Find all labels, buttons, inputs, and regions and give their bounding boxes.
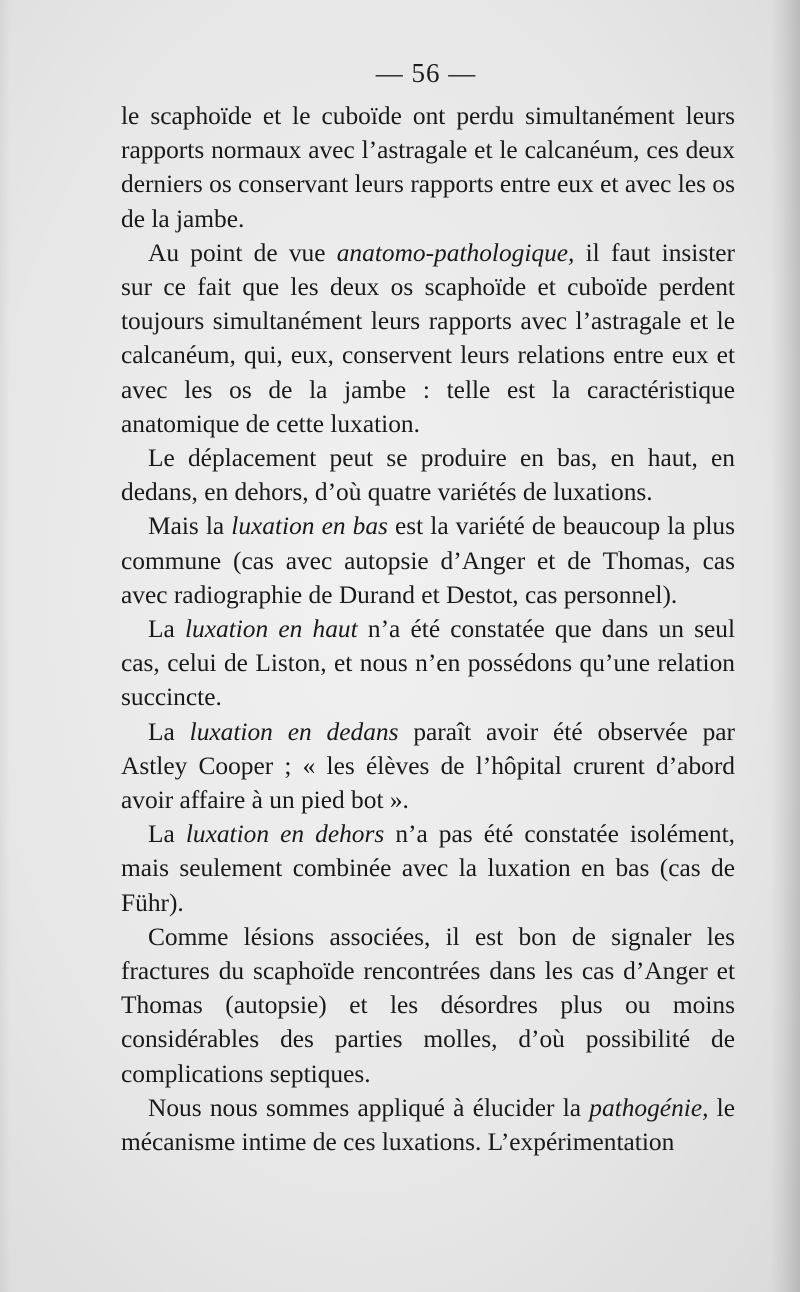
paragraph-2 bbox=[121, 236, 735, 441]
paragraph-6-italic-term: luxation en dedans bbox=[189, 717, 399, 746]
paragraph-5-text-b: n’a été constatée que dans un seul cas, celui de Liston, et nous n’en possédons qu’une relation succincte. bbox=[121, 615, 735, 712]
paragraph-3 bbox=[121, 441, 735, 509]
paragraph-4-italic-term: luxation en bas bbox=[231, 512, 388, 541]
page-number: — 56 — bbox=[375, 58, 477, 88]
paragraph-7-italic-term: luxation en dehors bbox=[185, 820, 385, 849]
paragraph-4-text-b: est la variété de beaucoup la plus commune (cas avec autopsie d’Anger et de Thomas, cas avec radiographie de Durand et Destot, cas personnel). bbox=[121, 512, 735, 609]
paragraph-3-text: Le déplacement peut se produire en bas, en haut, en dedans, en dehors, d’où quatre variétés de luxations. bbox=[121, 444, 735, 507]
paragraph-1 bbox=[121, 99, 735, 236]
paragraph-9-italic-term: pathogénie, bbox=[589, 1093, 709, 1122]
paragraph-5-text-a: La bbox=[148, 615, 185, 644]
paragraph-1-text: le scaphoïde et le cuboïde ont perdu simultanément leurs rapports normaux avec l’astragale et le calcanéum, ces deux derniers os conservant leurs rapports entre eux et avec les os de la jambe. bbox=[121, 102, 735, 233]
paragraph-8 bbox=[121, 920, 735, 1091]
paragraph-8-text: Comme lésions associées, il est bon de signaler les fractures du scaphoïde rencontrées dans les cas d’Anger et Thomas (autopsie) et les désordres plus ou moins considérables des parties molles, d’où possibilité de complications septiques. bbox=[121, 922, 735, 1088]
paragraph-6-text-a: La bbox=[148, 717, 190, 746]
paragraph-7-text-b: n’a pas été constatée isolément, mais seulement combinée avec la luxation en bas (cas de Führ). bbox=[121, 820, 735, 917]
paragraph-2-text-a: Au point de vue bbox=[148, 238, 337, 267]
page-left-shadow bbox=[0, 0, 10, 1292]
paragraph-7 bbox=[121, 817, 735, 920]
paragraph-9-text-a: Nous nous sommes appliqué à élucider la bbox=[148, 1093, 590, 1122]
paragraph-5 bbox=[121, 612, 735, 715]
paragraph-5-italic-term: luxation en haut bbox=[184, 615, 358, 644]
paragraph-4-text-a: Mais la bbox=[148, 512, 232, 541]
page-right-shadow bbox=[770, 0, 800, 1292]
paragraph-6-text-b: paraît avoir été observée par Astley Cooper ; « les élèves de l’hôpital crurent d’abord avoir affaire à un pied bot ». bbox=[121, 717, 735, 815]
body-text bbox=[121, 99, 735, 1159]
paragraph-7-text-a: La bbox=[148, 820, 186, 849]
paragraph-9-text-b: le mécanisme intime de ces luxations. L’expérimentation bbox=[121, 1093, 735, 1157]
paragraph-4 bbox=[121, 509, 735, 612]
paragraph-9 bbox=[121, 1091, 735, 1159]
paragraph-2-italic-term: anatomo-pathologique, bbox=[336, 238, 575, 267]
paragraph-2-text-b: il faut insister sur ce fait que les deux os scaphoïde et cuboïde perdent toujours simultanément leurs rapports avec l’astragale et le calcanéum, qui, eux, conservent leurs relations entre eux et avec les os de la jambe : telle est la caractéristique anatomique de cette luxation. bbox=[121, 238, 735, 438]
paragraph-6 bbox=[121, 715, 735, 818]
